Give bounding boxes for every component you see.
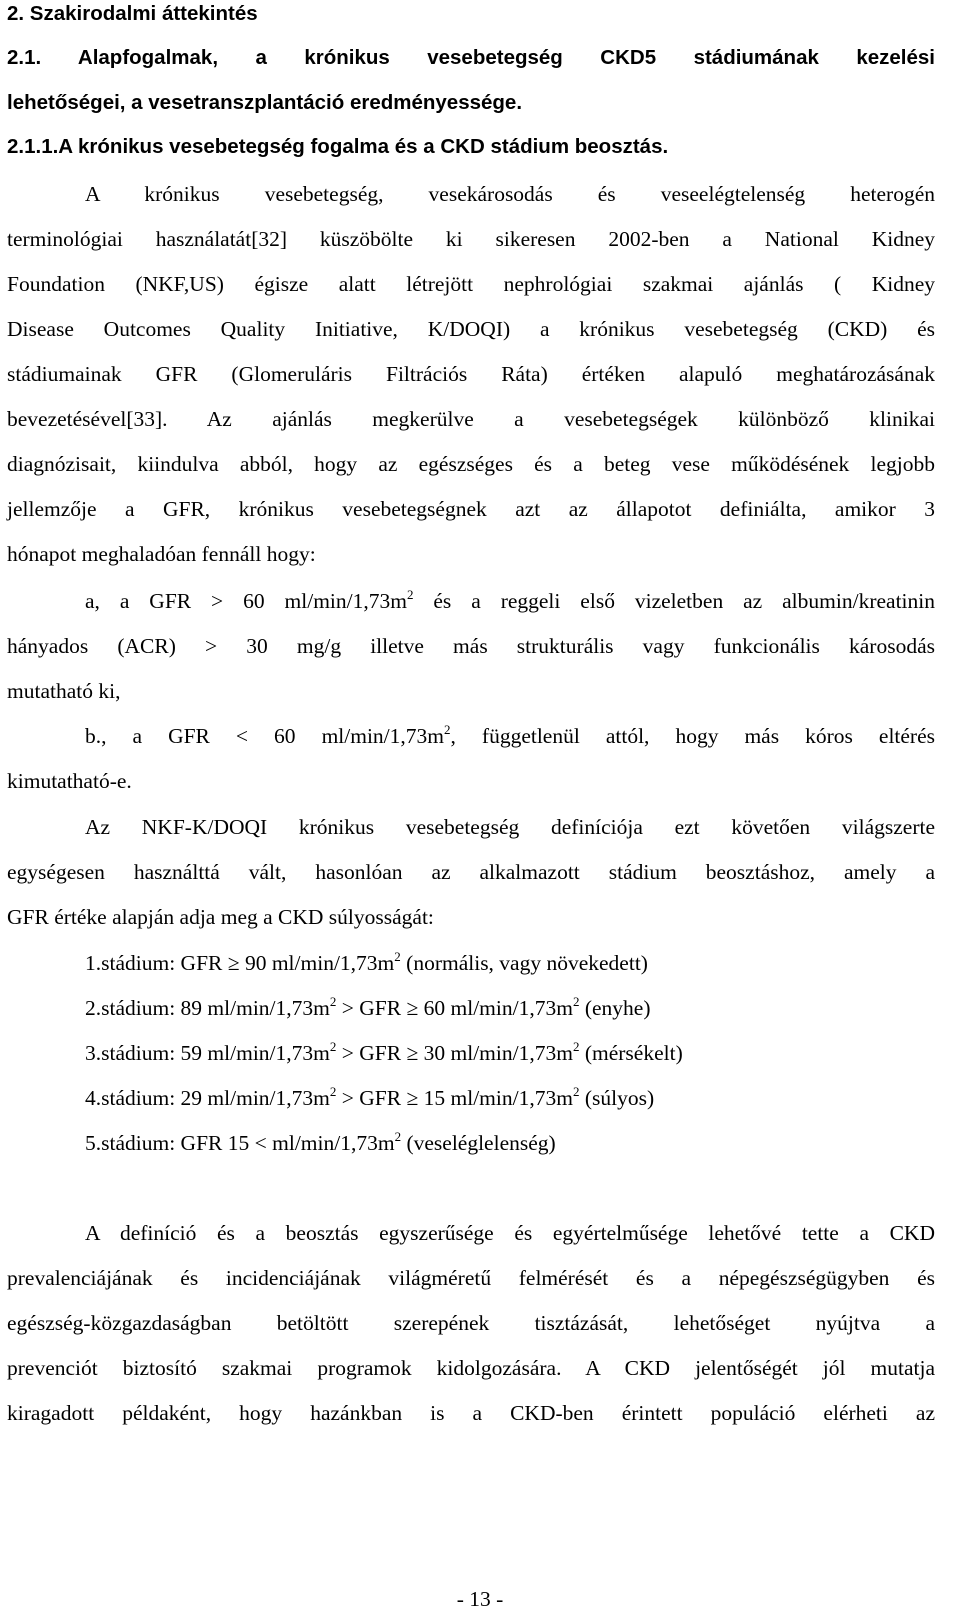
stage-4: 4.stádium: 29 $ml/\min/1,73m^2$ > GFR ≥ 15 $ml/\min/1,73m^2$ (súlyos) — [85, 1084, 655, 1110]
criterion-a-line-1: a, a GFR > 60 $ml/\min/1,73m^2$ és a reggeli első vizeletben az albumin/kreatinin — [85, 587, 935, 613]
paragraph-1-line: diagnózisait, kiindulva abból, hogy az egészséges és a beteg vese működésének legjobb — [7, 452, 935, 476]
paragraph-1-line: stádiumainak GFR (Glomeruláris Filtrációs Ráta) értéken alapuló meghatározásának — [7, 362, 935, 386]
paragraph-1-line: A krónikus vesebetegség, vesekárosodás és veseelégtelenség heterogén — [85, 182, 935, 206]
paragraph-3-line: prevalenciájának és incidenciájának világméretű felmérését és a népegészségügyben és — [7, 1266, 935, 1290]
paragraph-1-line: Foundation (NKF,US) égisze alatt létrejött nephrológiai szakmai ajánlás ( Kidney — [7, 272, 935, 296]
paragraph-1-line: jellemzője a GFR, krónikus vesebetegségnek azt az állapotot definiálta, amikor 3 — [7, 497, 935, 521]
paragraph-2-line: Az NKF-K/DOQI krónikus vesebetegség definíciója ezt követően világszerte — [85, 815, 935, 839]
stage-2: 2.stádium: 89 $ml/\min/1,73m^2$ > GFR ≥ 60 $ml/\min/1,73m^2$ (enyhe) — [85, 994, 651, 1020]
subsection-heading-line-2: lehetőségei, a vesetranszplantáció eredményessége. — [7, 91, 523, 114]
stage-1: 1.stádium: GFR ≥ 90 $ml/\min/1,73m^2$ (normális, vagy növekedett) — [85, 949, 648, 975]
page-number: - 13 - — [456, 1587, 504, 1611]
criterion-b-line-1: b., a GFR < 60 $ml/\min/1,73m^2$, függetlenül attól, hogy más kóros eltérés — [85, 722, 935, 748]
criterion-a-line-2: hányados (ACR) > 30 mg/g illetve más strukturális vagy funkcionális károsodás — [7, 634, 935, 658]
paragraph-2-line: egységesen használttá vált, hasonlóan az alkalmazott stádium beosztáshoz, amely a — [7, 860, 935, 884]
paragraph-3-line: egészség-közgazdaságban betöltött szerepének tisztázását, lehetőséget nyújtva a — [7, 1311, 935, 1335]
subsubsection-heading: 2.1.1.A krónikus vesebetegség fogalma és a CKD stádium beosztás. — [7, 135, 669, 158]
criterion-b-line-2: kimutatható-e. — [7, 769, 132, 793]
paragraph-1-line: hónapot meghaladóan fennáll hogy: — [7, 542, 316, 566]
subsection-heading-line-1: 2.1. Alapfogalmak, a krónikus vesebetegség CKD5 stádiumának kezelési — [7, 46, 935, 69]
paragraph-1-line: terminológiai használatát[32] küszöbölte ki sikeresen 2002-ben a National Kidney — [7, 227, 935, 251]
paragraph-3-line: kiragadott példaként, hogy hazánkban is a CKD-ben érintett populáció elérheti az — [7, 1401, 935, 1425]
stage-3: 3.stádium: 59 $ml/\min/1,73m^2$ > GFR ≥ 30 $ml/\min/1,73m^2$ (mérsékelt) — [85, 1039, 683, 1065]
paragraph-2-line: GFR értéke alapján adja meg a CKD súlyosságát: — [7, 905, 434, 929]
paragraph-3-line: A definíció és a beosztás egyszerűsége és egyértelműsége lehetővé tette a CKD — [85, 1221, 935, 1245]
paragraph-1-line: bevezetésével[33]. Az ajánlás megkerülve a vesebetegségek különböző klinikai — [7, 407, 935, 431]
stage-5: 5.stádium: GFR $15 < ml/\min/1,73m^2$ (veseléglelenség) — [85, 1129, 556, 1155]
paragraph-1-line: Disease Outcomes Quality Initiative, K/DOQI) a krónikus vesebetegség (CKD) és — [7, 317, 935, 341]
paragraph-3-line: prevenciót biztosító szakmai programok kidolgozására. A CKD jelentőségét jól mutatja — [7, 1356, 935, 1380]
criterion-a-line-3: mutatható ki, — [7, 679, 121, 703]
section-heading: 2. Szakirodalmi áttekintés — [7, 2, 258, 25]
